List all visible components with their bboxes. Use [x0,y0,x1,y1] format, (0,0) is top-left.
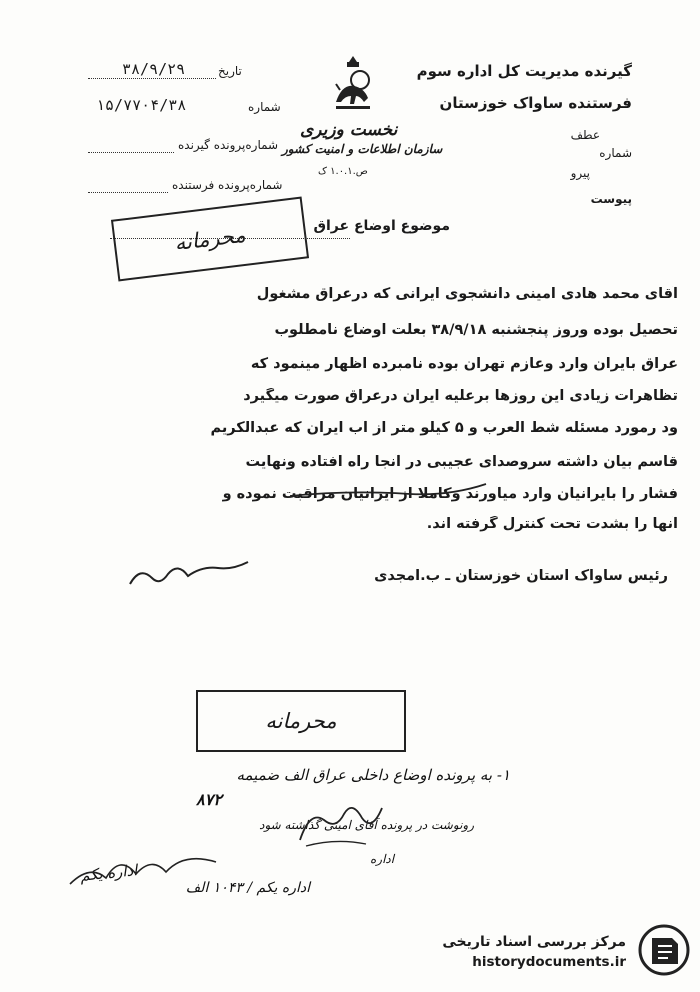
sender-file-dots [88,192,168,193]
number-label-right: شماره [599,146,632,160]
body-line-4: تظاهرات زیادی این روزها برعلیه ایران درعراق صورت میگیرد [243,388,678,404]
sender-file-label: شماره‌پرونده فرستنده [172,178,283,192]
handwritten-line-1: ۱- به پرونده اوضاع داخلی عراق الف ضمیمه [236,766,510,784]
body-line-7: فشار را بایرانیان وارد میآورند وکاملا از ایرانیان مراقبت نموده و [222,486,678,502]
date-dotted-line [88,78,216,79]
org-code: ص.۱.۰.۱ ک [318,166,368,177]
body-line-8: آنها را بشدت تحت کنترل گرفته اند. [426,516,678,532]
attachment-label: پیوست [590,192,632,206]
handwritten-side-note: اداره یکم [79,861,139,885]
org-subtitle: سازمان اطلاعات و امنیت کشور [282,142,443,156]
body-line-6: قاسم بیان داشته سروصدای عجیبی در آنجا راه افتاده ونهایت [245,454,678,470]
date-value: ۳۸/۹/۲۹ [122,60,186,78]
org-title: نخست وزیری [300,120,398,140]
subject-value: اوضاع عراق [313,218,396,234]
date-label: تاریخ [218,64,242,78]
confidential-stamp-top: محرمانه [111,197,309,282]
body-line-5: ود رمورد مسئله شط العرب و ۵ کیلو متر از آب ایران که عبدالکریم [210,420,678,436]
handwritten-side-scribble-icon [66,848,226,892]
ref-label: عطف [570,128,600,142]
confidential-stamp-bottom: محرمانه [196,690,406,752]
handwritten-line-1-number: ۸۷۲ [196,790,222,809]
followup-label: پیرو [570,166,590,180]
number-label: شماره [248,100,281,114]
body-line-1: آقای محمد هادی امینی دانشجوی ایرانی که درعراق مشغول [256,286,678,302]
handwritten-underline-mark [288,482,488,500]
handwritten-line-4: اداره یکم / ۱۰۴۳ الف [185,880,310,896]
subject-line [313,218,450,234]
recipient-file-label: شماره‌پرونده گیرنده [178,138,279,152]
body-line-2: تحصیل بوده وروز پنجشنبه ۳۸/۹/۱۸ بعلت اوضاع نامطلوب [274,322,678,338]
handwritten-initials-scribble-icon [296,800,386,850]
archive-logo-icon [638,924,690,976]
recipient-line: گیرنده مدیریت کل اداره سوم [416,62,632,80]
recipient-file-dots [88,152,174,153]
footer-url: historydocuments.ir [472,954,626,970]
handwritten-line-2: رونوشت در پرونده آقای امینی گذاشته شود [259,818,474,832]
lion-and-sun-emblem-icon [330,54,376,112]
signature-scribble-icon [126,560,256,590]
handwritten-line-3: اداره [370,852,395,866]
subject-label: موضوع [400,218,450,234]
footer-title: مرکز بررسی اسناد تاریخی [442,934,626,950]
sender-line: فرستنده ساواک خوزستان [439,94,632,112]
number-value: ۱۵/۷۷۰۴/۳۸ [96,96,187,114]
signature-line: رئیس ساواک استان خوزستان ـ ب.امجدی [374,568,668,584]
body-line-3: عراق بایران وارد وعازم تهران بوده نامبرده اظهار مینمود که [250,356,678,372]
